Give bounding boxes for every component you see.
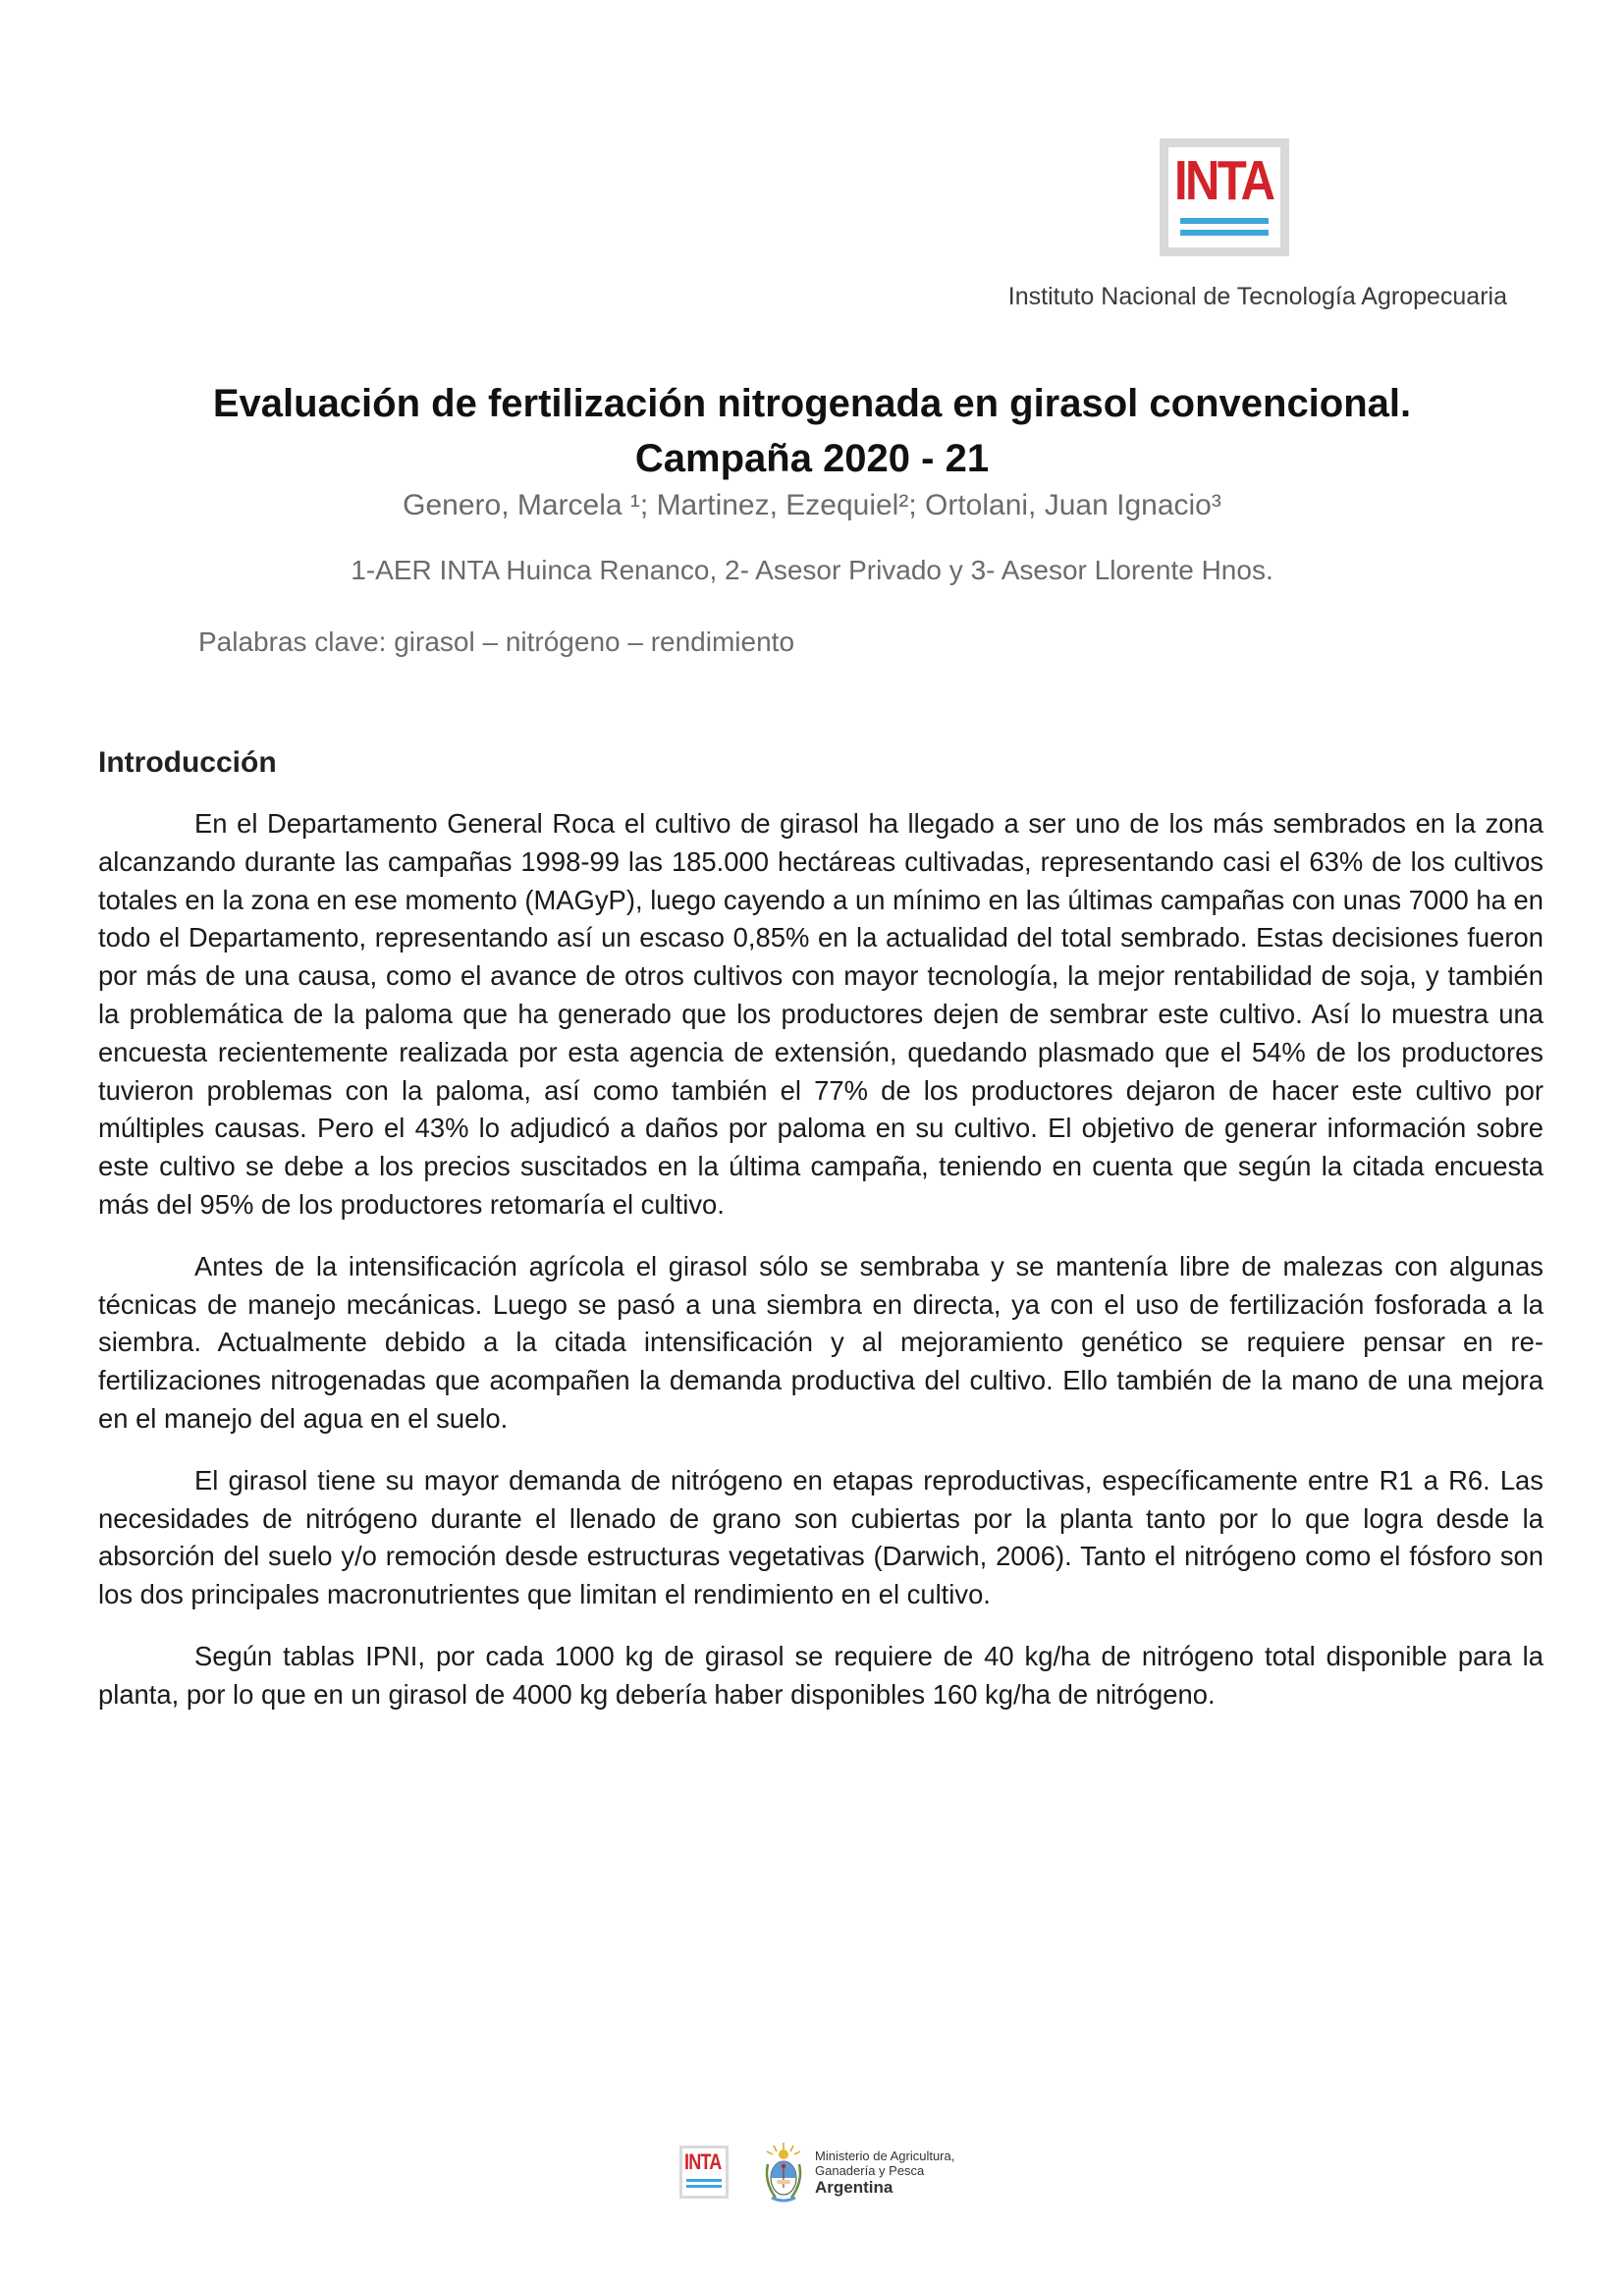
- footer-logo-stripe-top: [686, 2179, 722, 2182]
- ministry-country: Argentina: [815, 2178, 893, 2197]
- paragraph: Según tablas IPNI, por cada 1000 kg de girasol se requiere de 40 kg/ha de nitrógeno total disponible para la planta, por lo que en un girasol de 4000 kg debería haber disponibles 160 kg/ha de nitrógeno.: [98, 1640, 1543, 1710]
- paragraph: En el Departamento General Roca el cultivo de girasol ha llegado a ser uno de los más sembrados en la zona alcanzando durante las campañas 1998-99 las 185.000 hectáreas cultivadas, representando casi el 63% de los cultivos totales en la zona en ese momento (MAGyP), luego cayendo a un mínimo en las últimas campañas con unas 7000 ha en todo el Departamento, representando así un escaso 0,85% en la actualidad del total sembrado. Estas decisiones fueron por más de una causa, como el avance de otros cultivos con mayor tecnología, la mejor rentabilidad de soja, y también la problemática de la paloma que ha generado que los productores dejen de sembrar este cultivo. Así lo muestra una encuesta recientemente realizada por esta agencia de extensión, quedando plasmado que el 54% de los productores tuvieron problemas con la paloma, así como también el 77% de los productores dejaron de hacer este cultivo por múltiples causas. Pero el 43% lo adjudicó a daños por paloma en su cultivo. El objetivo de generar información sobre este cultivo se debe a los precios suscitados en la última campaña, teniendo en cuenta que según la citada encuesta más del 95% de los productores retomaría el cultivo.: [98, 808, 1543, 1220]
- title-line-2: Campaña 2020 - 21: [634, 437, 990, 480]
- authors: Genero, Marcela ¹; Martinez, Ezequiel²; Ortolani, Juan Ignacio³: [403, 489, 1221, 521]
- ministry-line-1: Ministerio de Agricultura,: [815, 2149, 955, 2163]
- footer-inta-logo-text: INTA: [684, 2149, 722, 2174]
- title-line-1: Evaluación de fertilización nitrogenada en girasol convencional.: [212, 382, 1412, 425]
- ministry-line-2: Ganadería y Pesca: [815, 2163, 925, 2178]
- logo-stripe-top: [1180, 218, 1269, 224]
- inta-logo: [1160, 138, 1289, 256]
- body-text: [98, 805, 1543, 1738]
- footer-logo-stripe-bottom: [686, 2185, 722, 2188]
- paragraph: Antes de la intensificación agrícola el girasol sólo se sembraba y se mantenía libre de malezas con algunas técnicas de manejo mecánicas. Luego se pasó a una siembra en directa, ya con el uso de fertilización fosforada a la siembra. Actualmente debido a la citada intensificación y al mejoramiento genético se requiere pensar en re-fertilizaciones nitrogenadas que acompañen la demanda productiva del cultivo. Ello también de la mano de una mejora en el manejo del agua en el suelo.: [98, 1250, 1543, 1434]
- ministry-label: [815, 2149, 954, 2198]
- institute-name: Instituto Nacional de Tecnología Agropecuaria: [1007, 283, 1507, 310]
- inta-logo-text: INTA: [1174, 149, 1273, 212]
- logo-stripe-bottom: [1180, 230, 1269, 236]
- keywords: Palabras clave: girasol – nitrógeno – rendimiento: [198, 626, 795, 657]
- paragraph: El girasol tiene su mayor demanda de nitrógeno en etapas reproductivas, específicamente entre R1 a R6. Las necesidades de nitrógeno durante el llenado de grano son cubiertas por la planta tanto por lo que logra desde la absorción del suelo y/o remoción desde estructuras vegetativas (Darwich, 2006). Tanto el nitrógeno como el fósforo son los dos principales macronutrientes que limitan el rendimiento en el cultivo.: [98, 1464, 1543, 1610]
- section-heading: Introducción: [98, 746, 277, 779]
- affiliations: 1-AER INTA Huinca Renanco, 2- Asesor Privado y 3- Asesor Llorente Hnos.: [351, 555, 1273, 585]
- footer-inta-logo: [679, 2146, 729, 2199]
- argentina-coat-of-arms-icon: [762, 2141, 805, 2205]
- paper-title: [98, 376, 1526, 486]
